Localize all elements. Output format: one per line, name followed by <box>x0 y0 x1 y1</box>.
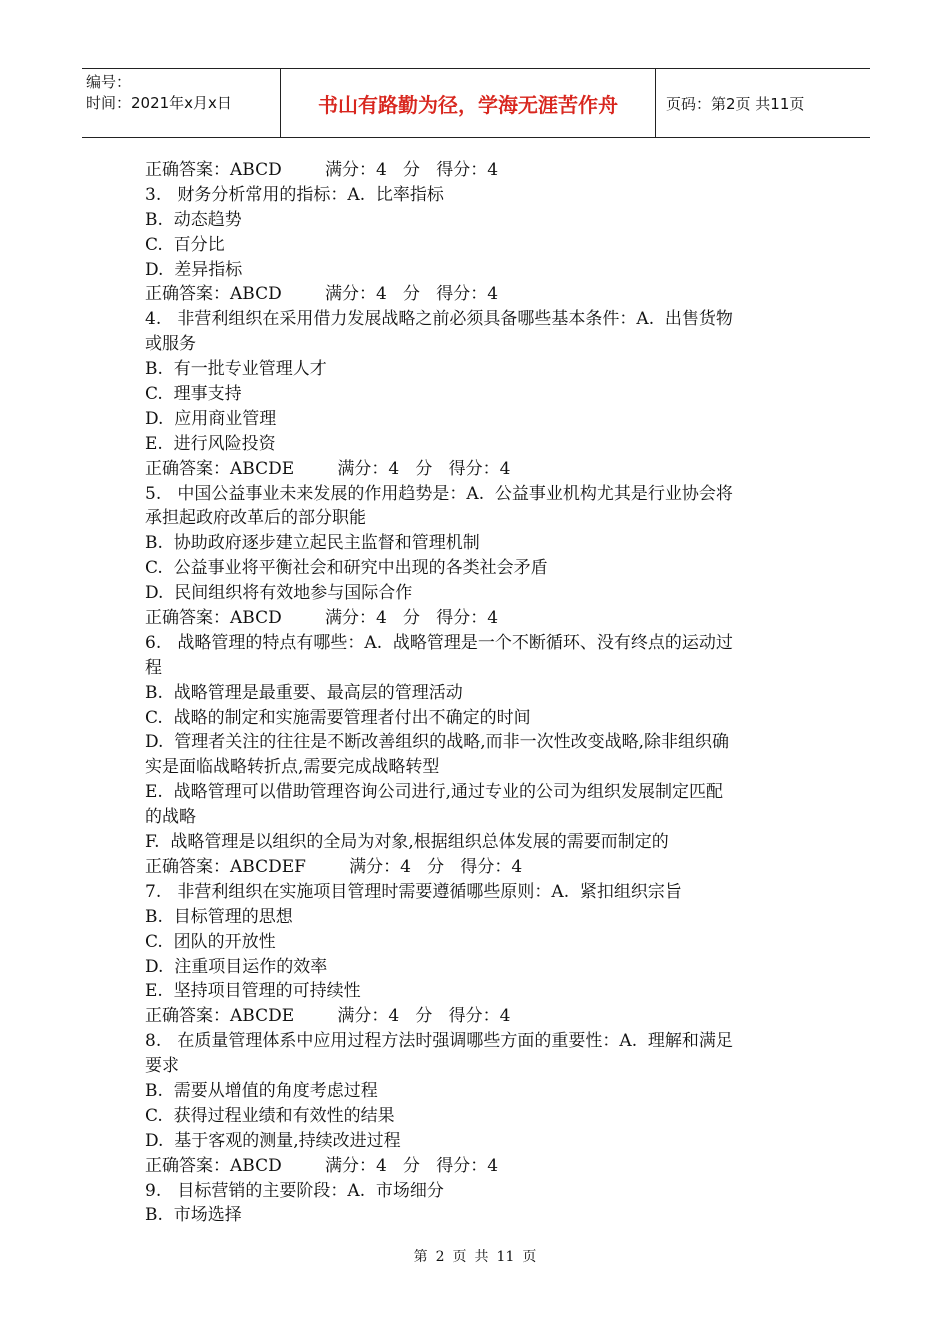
text-line: 3. 财务分析常用的指标：A. 比率指标 <box>145 184 444 205</box>
text-line: 4. 非营利组织在采用借力发展战略之前必须具备哪些基本条件：A. 出售货物 <box>145 309 733 330</box>
text-line: 的战略 <box>145 807 196 828</box>
text-line: 实是面临战略转折点,需要完成战略转型 <box>145 757 440 778</box>
text-line: D. 管理者关注的往往是不断改善组织的战略,而非一次性改变战略,除非组织确 <box>145 732 730 753</box>
text-line: B. 协助政府逐步建立起民主监督和管理机制 <box>145 533 480 554</box>
text-line: B. 战略管理是最重要、最高层的管理活动 <box>145 682 463 703</box>
text-line: 程 <box>145 657 162 678</box>
text-line: E. 战略管理可以借助管理咨询公司进行,通过专业的公司为组织发展制定匹配 <box>145 782 724 803</box>
text-line: B. 动态趋势 <box>145 209 242 230</box>
text-line: B. 目标管理的思想 <box>145 906 293 927</box>
footer-text-3: 共 <box>474 1249 489 1265</box>
text-line: 正确答案：ABCD 满分：4 分 得分：4 <box>145 608 499 629</box>
text-line: D. 注重项目运作的效率 <box>145 956 328 977</box>
text-line: 8. 在质量管理体系中应用过程方法时强调哪些方面的重要性：A. 理解和满足 <box>145 1031 733 1052</box>
text-line: C. 团队的开放性 <box>145 931 276 952</box>
text-line: 正确答案：ABCD 满分：4 分 得分：4 <box>145 284 499 305</box>
text-line: 7. 非营利组织在实施项目管理时需要遵循哪些原则：A. 紧扣组织宗旨 <box>145 881 682 902</box>
text-line: 正确答案：ABCD 满分：4 分 得分：4 <box>145 1155 499 1176</box>
page-footer <box>0 1246 950 1266</box>
text-line: D. 应用商业管理 <box>145 408 277 429</box>
text-line: 或服务 <box>145 334 196 355</box>
footer-page-number: 2 <box>435 1249 445 1265</box>
text-line: B. 需要从增值的角度考虑过程 <box>145 1080 378 1101</box>
text-line: 6. 战略管理的特点有哪些：A. 战略管理是一个不断循环、没有终点的运动过 <box>145 632 733 653</box>
text-line: B. 有一批专业管理人才 <box>145 359 327 380</box>
text-line: 9. 目标营销的主要阶段：A. 市场细分 <box>145 1180 444 1201</box>
text-line: 正确答案：ABCDEF 满分：4 分 得分：4 <box>145 856 523 877</box>
text-line: C. 百分比 <box>145 234 225 255</box>
footer-text-2: 页 <box>452 1249 467 1265</box>
text-line: C. 战略的制定和实施需要管理者付出不确定的时间 <box>145 707 531 728</box>
header-meta <box>86 72 276 114</box>
text-line: B. 市场选择 <box>145 1205 242 1226</box>
text-line: 承担起政府改革后的部分职能 <box>145 508 366 529</box>
header-motto: 书山有路勤为径，学海无涯苦作舟 <box>280 69 656 137</box>
text-line: 5. 中国公益事业未来发展的作用趋势是：A. 公益事业机构尤其是行业协会将 <box>145 483 733 504</box>
text-line: 正确答案：ABCDE 满分：4 分 得分：4 <box>145 1006 511 1027</box>
document-date-label: 时间：2021年x月x日 <box>86 94 232 112</box>
document-body <box>145 158 815 1228</box>
document-number-label: 编号： <box>86 73 132 91</box>
footer-text-4: 页 <box>522 1249 537 1265</box>
footer-total-pages: 11 <box>496 1249 515 1265</box>
text-line: E. 进行风险投资 <box>145 433 276 454</box>
header-page-info: 页码：第2页 共11页 <box>666 94 805 113</box>
text-line: D. 民间组织将有效地参与国际合作 <box>145 583 413 604</box>
page-header <box>82 68 870 138</box>
text-line: C. 理事支持 <box>145 384 242 405</box>
text-line: D. 基于客观的测量,持续改进过程 <box>145 1130 401 1151</box>
footer-text-1: 第 <box>413 1249 428 1265</box>
text-line: C. 公益事业将平衡社会和研究中出现的各类社会矛盾 <box>145 558 548 579</box>
text-line: 要求 <box>145 1056 179 1077</box>
text-line: E. 坚持项目管理的可持续性 <box>145 981 361 1002</box>
text-line: 正确答案：ABCDE 满分：4 分 得分：4 <box>145 458 511 479</box>
text-line: 正确答案：ABCD 满分：4 分 得分：4 <box>145 160 499 180</box>
text-line: F. 战略管理是以组织的全局为对象,根据组织总体发展的需要而制定的 <box>145 832 669 853</box>
text-line: C. 获得过程业绩和有效性的结果 <box>145 1105 395 1126</box>
text-line: D. 差异指标 <box>145 259 243 280</box>
